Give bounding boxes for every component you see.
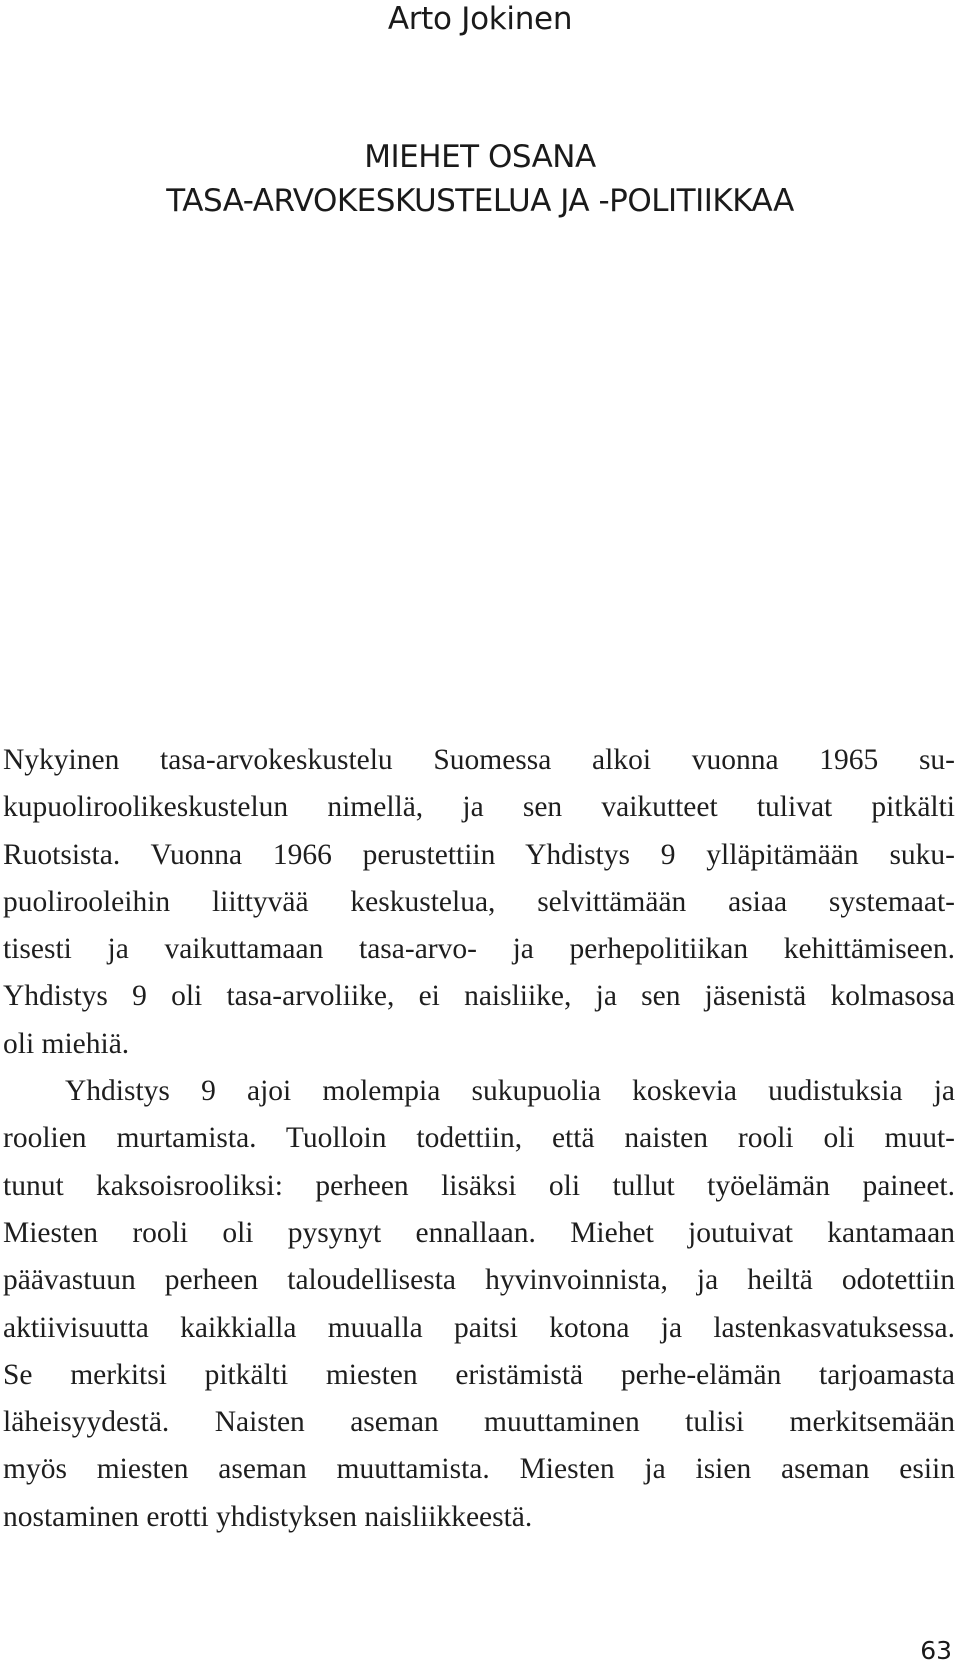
body-line-16: myös miesten aseman muuttamista. Miesten ja isien aseman esiin bbox=[3, 1453, 955, 1486]
body-line-5: tisesti ja vaikuttamaan tasa-arvo- ja perhepolitiikan kehittämiseen. bbox=[3, 933, 955, 966]
chapter-title-line-1: MIEHET OSANA bbox=[364, 139, 596, 175]
body-line-15: läheisyydestä. Naisten aseman muuttaminen tulisi merkitsemään bbox=[3, 1406, 955, 1439]
body-line-3: Ruotsista. Vuonna 1966 perustettiin Yhdistys 9 ylläpitämään suku- bbox=[3, 838, 955, 871]
body-text bbox=[3, 737, 955, 1541]
body-line-13: aktiivisuutta kaikkialla muualla paitsi kotona ja lastenkasvatuksessa. bbox=[3, 1311, 955, 1344]
body-line-2: kupuoliroolikeskustelun nimellä, ja sen vaikutteet tulivat pitkälti bbox=[3, 791, 955, 824]
body-line-4: puolirooleihin liittyvää keskustelua, selvittämään asiaa systemaat- bbox=[3, 885, 955, 918]
body-line-14: Se merkitsi pitkälti miesten eristämistä perhe-elämän tarjoamasta bbox=[3, 1358, 955, 1391]
body-line-7: oli miehiä. bbox=[3, 1027, 130, 1060]
body-line-6: Yhdistys 9 oli tasa-arvoliike, ei naisliike, ja sen jäsenistä kolmasosa bbox=[3, 980, 955, 1013]
body-line-8: Yhdistys 9 ajoi molempia sukupuolia koskevia uudistuksia ja bbox=[65, 1075, 955, 1108]
body-line-17: nostaminen erotti yhdistyksen naisliikkeestä. bbox=[3, 1500, 533, 1533]
chapter-title-line-2: TASA-ARVOKESKUSTELUA JA -POLITIIKKAA bbox=[166, 183, 794, 219]
author-name: Arto Jokinen bbox=[387, 1, 573, 37]
body-line-11: Miesten rooli oli pysynyt ennallaan. Miehet joutuivat kantamaan bbox=[3, 1216, 955, 1249]
body-line-12: päävastuun perheen taloudellisesta hyvinvoinnista, ja heiltä odotettiin bbox=[3, 1264, 955, 1297]
page-number: 63 bbox=[920, 1636, 952, 1665]
body-line-1: Nykyinen tasa-arvokeskustelu Suomessa alkoi vuonna 1965 su- bbox=[3, 744, 955, 776]
body-line-10: tunut kaksoisrooliksi: perheen lisäksi oli tullut työelämän paineet. bbox=[3, 1169, 955, 1202]
body-line-9: roolien murtamista. Tuolloin todettiin, että naisten rooli oli muut- bbox=[3, 1122, 955, 1155]
chapter-title bbox=[0, 135, 960, 223]
